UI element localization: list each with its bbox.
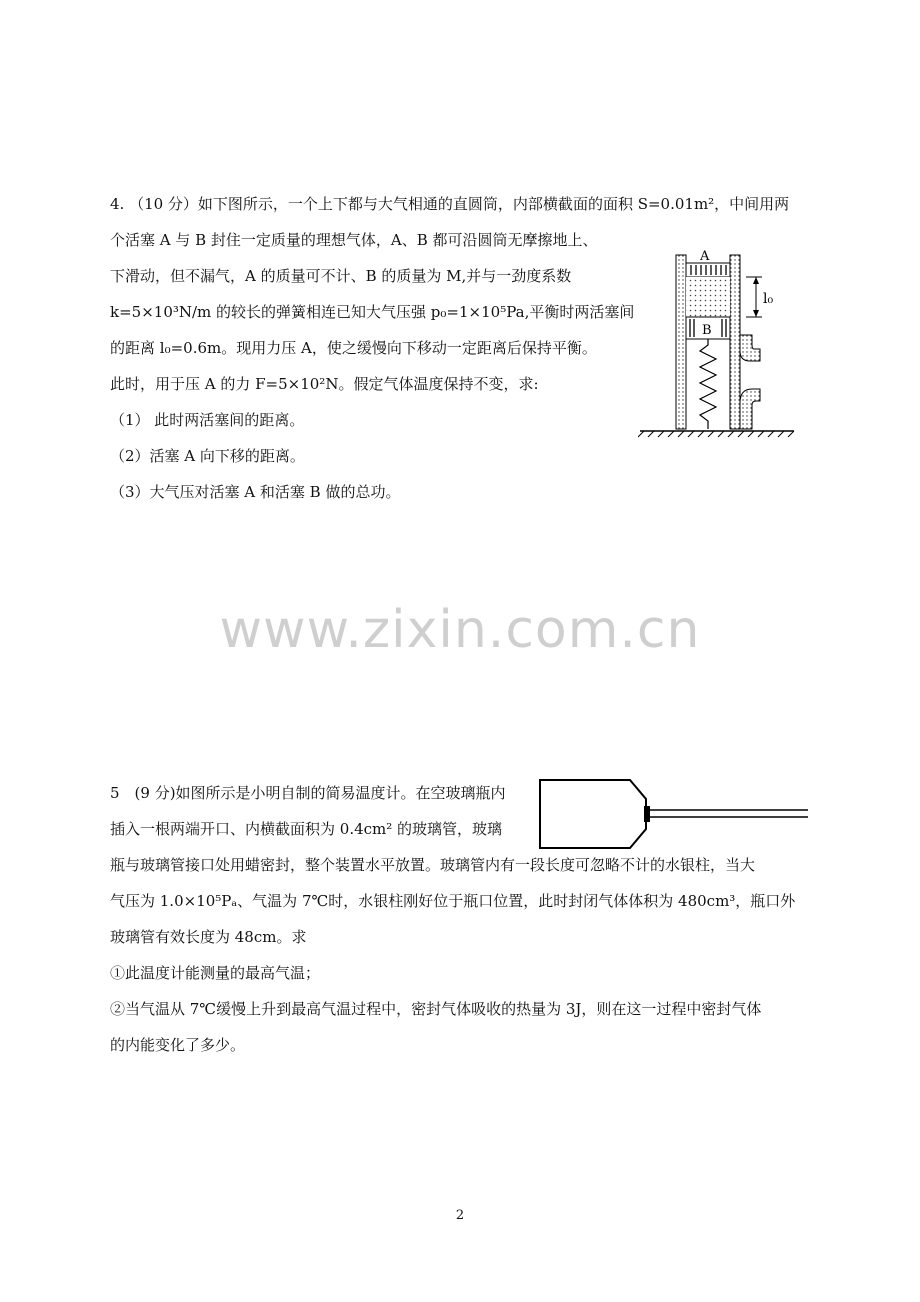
- glass-bottle: [540, 780, 646, 848]
- cylinder-piston-diagram: [638, 243, 798, 443]
- q4-subquestion-1: （1） 此时两活塞间的距离。: [110, 411, 305, 429]
- label-a: A: [700, 249, 710, 264]
- q4-line-6: 此时，用于压 A 的力 F=5×10²N。假定气体温度保持不变，求:: [110, 375, 539, 393]
- right-wall: [730, 255, 740, 429]
- spring: [700, 339, 716, 429]
- page-number: 2: [455, 1208, 465, 1223]
- q4-line-5: 的距离 l₀=0.6m。现用力压 A，使之缓慢向下移动一定距离后保持平衡。: [110, 339, 597, 357]
- side-pipe-upper: [740, 335, 760, 361]
- q5-subquestion-2: ②当气温从 7℃缓慢上升到最高气温过程中，密封气体吸收的热量为 3J，则在这一过程中密封气体: [110, 1000, 762, 1018]
- piston-a: [686, 263, 730, 277]
- label-l0: l₀: [763, 291, 774, 307]
- q4-line-3: 下滑动，但不漏气，A 的质量可不计、B 的质量为 M,并与一劲度系数: [110, 267, 572, 285]
- q5-line-4: 气压为 1.0×10⁵Pₐ、气温为 7℃时，水银柱刚好位于瓶口位置，此时封闭气体体积为 480cm³，瓶口外: [110, 892, 796, 910]
- wax-seal: [644, 806, 650, 822]
- bottle-thermometer-diagram: [536, 775, 816, 855]
- q4-line-2: 个活塞 A 与 B 封住一定质量的理想气体，A、B 都可沿圆筒无摩擦地上、: [110, 231, 598, 249]
- q5-line-5: 玻璃管有效长度为 48cm。求: [110, 928, 307, 946]
- left-wall: [676, 255, 686, 429]
- side-pipe-lower: [740, 389, 760, 429]
- q5-line-2: 插入一根两端开口、内横截面积为 0.4cm² 的玻璃管，玻璃: [110, 820, 503, 838]
- q4-subquestion-3: （3）大气压对活塞 A 和活塞 B 做的总功。: [110, 483, 401, 501]
- q5-line-3: 瓶与玻璃管接口处用蜡密封，整个装置水平放置。玻璃管内有一段长度可忽略不计的水银柱，当大: [110, 856, 756, 874]
- q5-subquestion-2-continued: 的内能变化了多少。: [110, 1036, 246, 1054]
- q4-line-1: 4. （10 分）如下图所示，一个上下都与大气相通的直圆筒，内部横截面的面积 S=0.01m²，中间用两: [110, 195, 790, 213]
- q4-line-4: k=5×10³N/m 的较长的弹簧相连已知大气压强 p₀=1×10⁵Pa,平衡时两活塞间: [110, 303, 635, 321]
- q5-line-1: 5 (9 分)如图所示是小明自制的简易温度计。在空玻璃瓶内: [110, 784, 506, 802]
- q4-subquestion-2: （2）活塞 A 向下移的距离。: [110, 447, 305, 465]
- label-b: B: [702, 323, 712, 338]
- watermark: www.zixin.com.cn: [219, 600, 701, 660]
- gas-region: [686, 277, 730, 317]
- q5-subquestion-1: ①此温度计能测量的最高气温；: [110, 964, 321, 982]
